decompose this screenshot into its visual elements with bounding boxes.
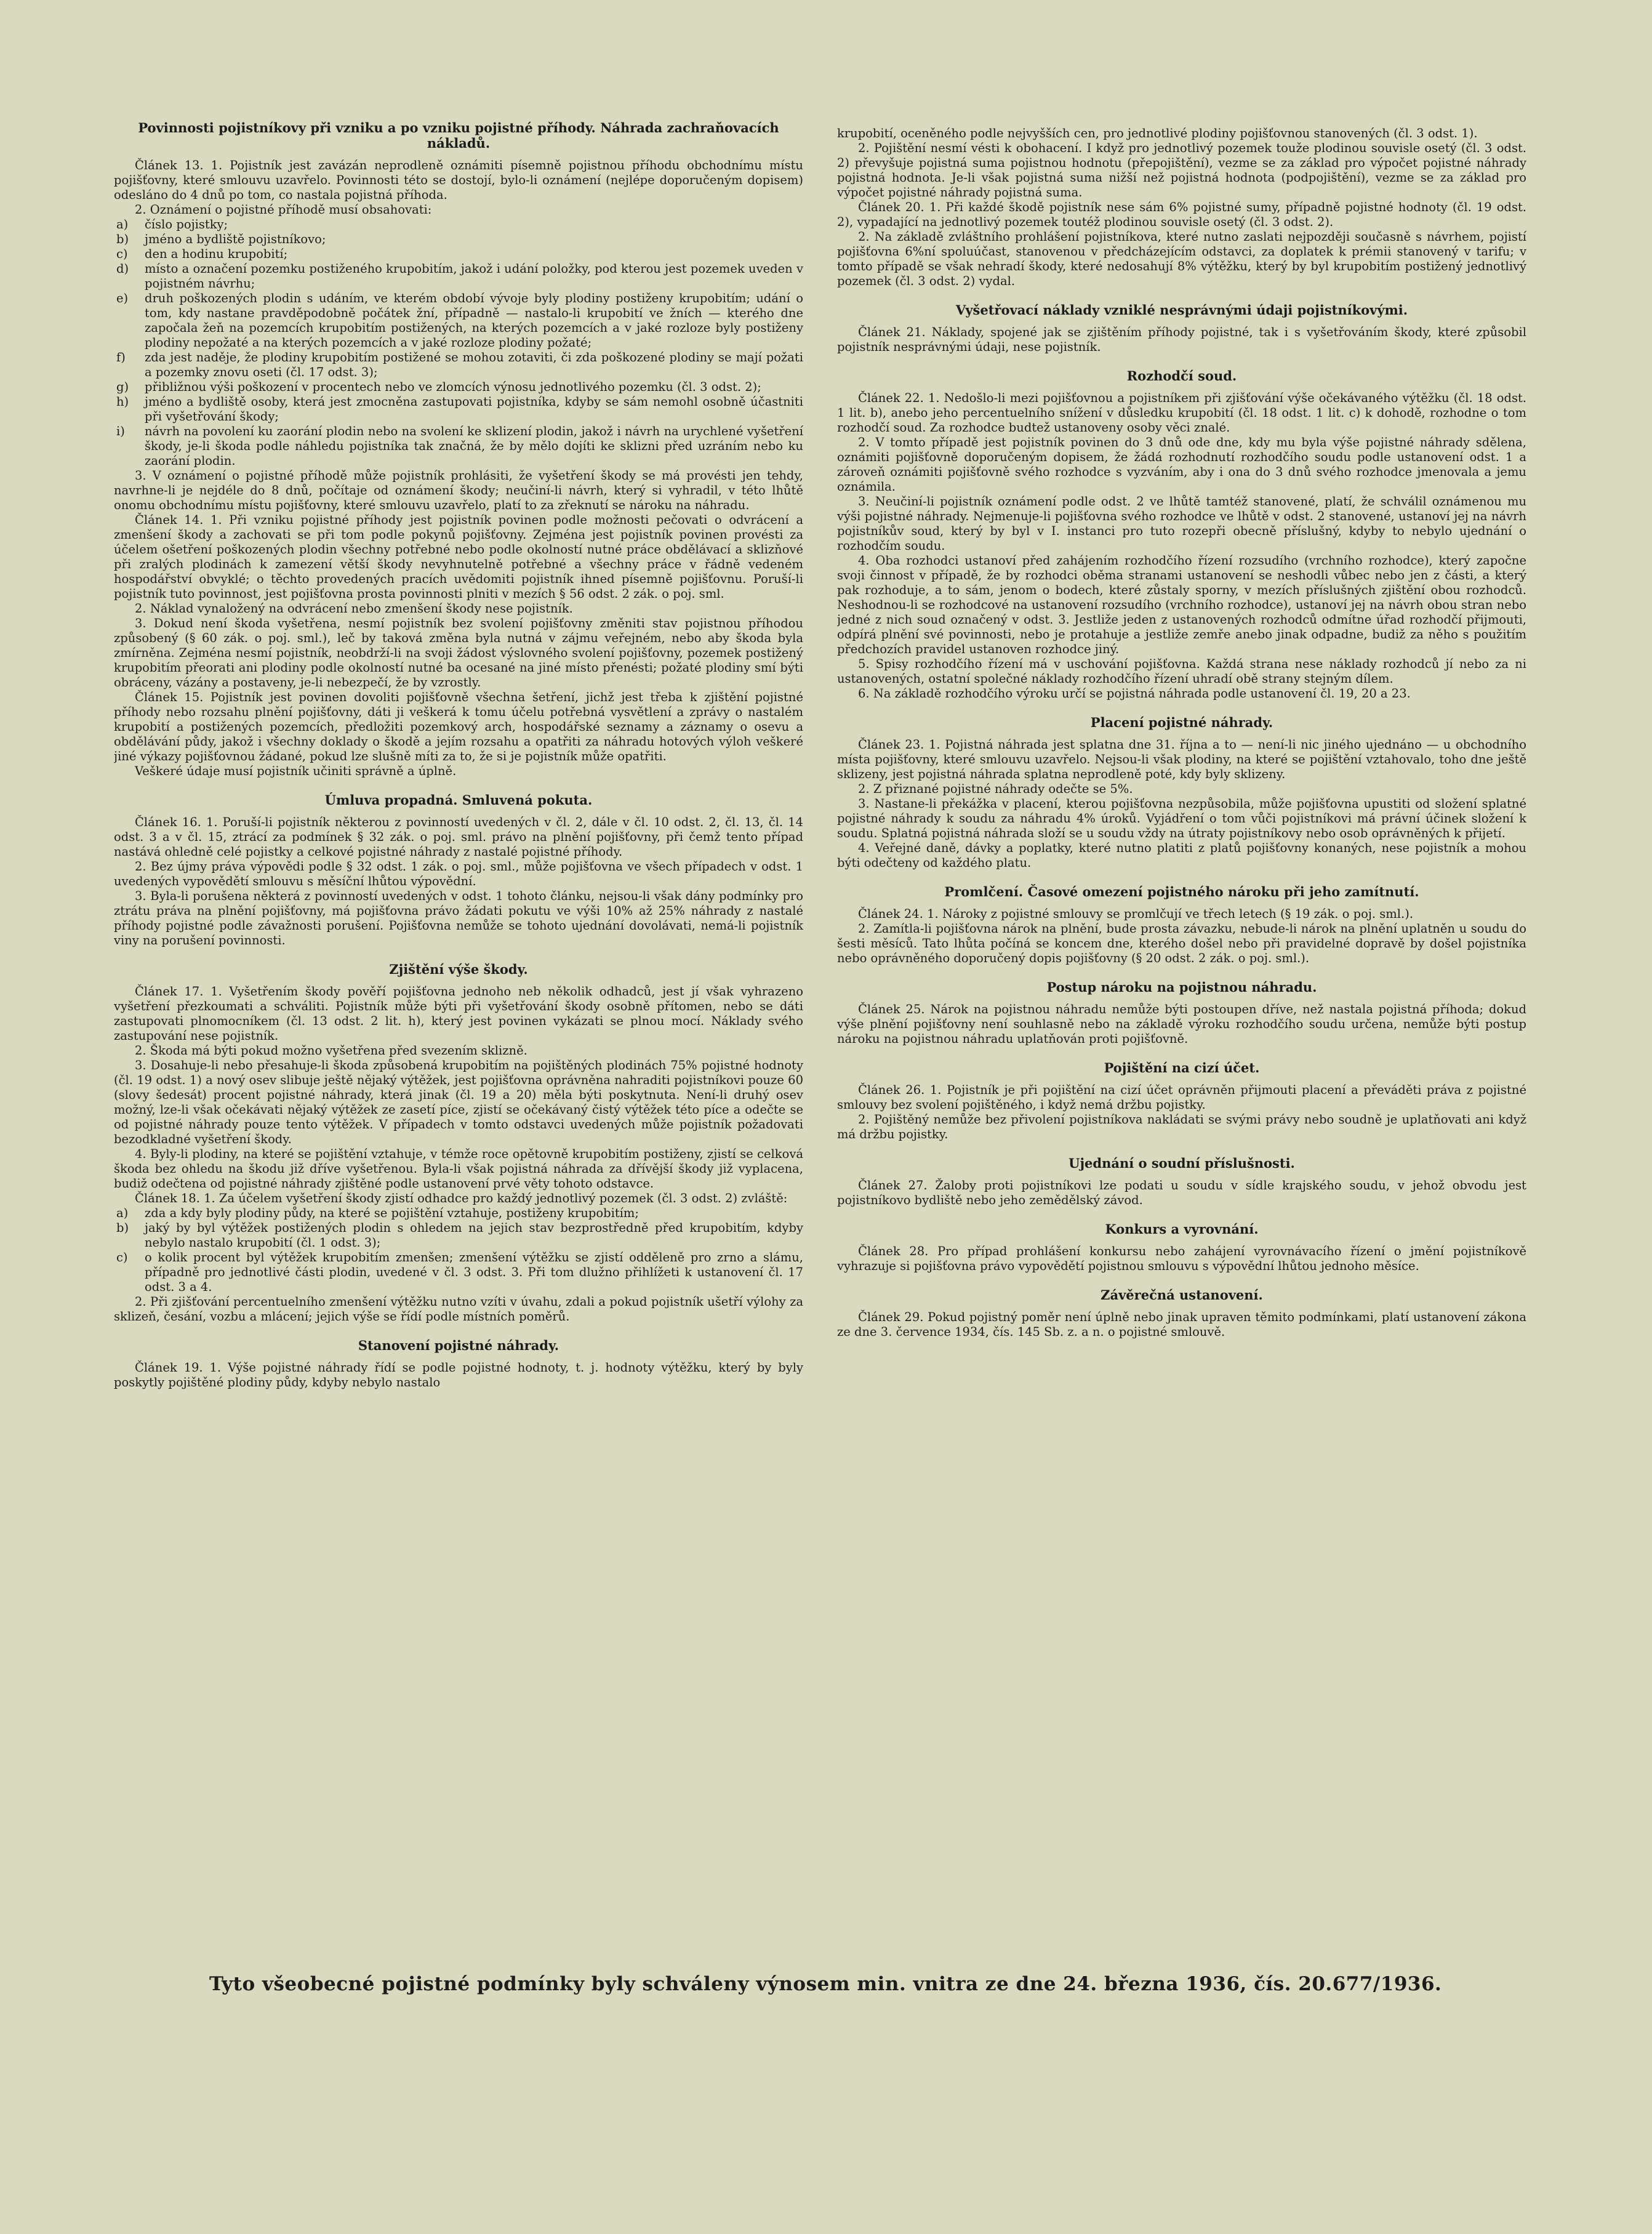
section-heading: Závěrečná ustanovení. bbox=[1101, 1287, 1263, 1303]
section-heading: Postup nároku na pojistnou náhradu. bbox=[1046, 979, 1317, 995]
list-item: g) přibližnou výši poškození v procentech nebo ve zlomcích výnosu jednotlivého pozemku (čl. 3 odst. 2); bbox=[116, 380, 761, 394]
list-item: b) jaký by byl výtěžek postižených plodin s ohledem na jejich stav bezprostředně před krupobitím, kdyby nebylo nastalo krupobití (čl. 1 odst. 3); bbox=[116, 1221, 803, 1250]
paragraph: Článek 28. Pro případ prohlášení konkursu nebo zahájení vyrovnávacího řízení o jmění pojistníkově vyhrazuje si pojišťovna právo vypovědětí pojistnou smlouvu s výpovědní lhůtou jednoho měsíce. bbox=[837, 1244, 1526, 1273]
paragraph: Článek 16. 1. Poruší-li pojistník některou z povinností uvedených v čl. 2, dále v čl. 10 odst. 2, čl. 13, čl. 14 odst. 3 a v čl. 15, ztrácí za podmínek § 32 zák. o poj. sml. právo na plnění pojišťovny, při čemž tento případ nastává ohledně celé pojistky a celkové pojistné náhrady z nastalé pojistné příhody. bbox=[114, 815, 803, 859]
paragraph: Článek 14. 1. Při vzniku pojistné příhody jest pojistník povinen podle možnosti pečovati o odvrácení a zmenšení škody a zachovati se při tom podle pokynů pojišťovny. Zejména jest pojistník povinen provésti za účelem ošetření poškozených plodin všechny potřebné nebo podle okolností nutné práce obdělávací a sklizňové při zralých plodinách k zamezení větší škody nevyhnutelně potřebné a všechny práce v řádně vedeném hospodářství obvyklé; o těchto provedených pracích uvědomiti pojistník ihned písemně pojišťovnu. Poruší-li pojistník tuto povinnost, jest pojišťovna prosta povinnosti plniti v mezích § 56 odst. 2 zák. o poj. sml. bbox=[114, 513, 803, 601]
list-item: d) místo a označení pozemku postiženého krupobitím, jakož i udání položky, pod kterou jest pozemek uveden v pojistném návrhu; bbox=[116, 262, 803, 291]
paragraph: 3. Neučiní-li pojistník oznámení podle odst. 2 ve lhůtě tamtéž stanovené, platí, že schválil oznámenou mu výši pojistné náhrady. Nejmenuje-li pojišťovna svého rozhodce ve lhůtě v odst. 2 stanovené, ustanoví jej na návrh pojistníkův soud, který by byl v I. instanci pro tuto rozepři obecně příslušný, kdyby to nebylo ujednání o rozhodčím soudu. bbox=[837, 494, 1526, 553]
section-heading: Stanovení pojistné náhrady. bbox=[358, 1338, 559, 1353]
paragraph: 3. Nastane-li překážka v placení, kterou pojišťovna nezpůsobila, může pojišťovna upustiti od složení splatné pojistné náhrady k soudu za náhradu 4% úroků. Vyjádření o tom vůči pojistníkovi má právní účinek složení k soudu. Splatná pojistná náhrada složí se u soudu vždy na útraty pojistníkovy nebo osob oprávněných k přijetí. bbox=[837, 797, 1526, 840]
paragraph: Článek 21. Náklady, spojené jak se zjištěním příhody pojistné, tak i s vyšetřováním škody, které způsobil pojistník nesprávnými údaji, nese pojistník. bbox=[837, 325, 1526, 354]
section-heading: Placení pojistné náhrady. bbox=[1090, 715, 1273, 730]
paragraph: 2. Škoda má býti pokud možno vyšetřena před svezením sklizně. bbox=[135, 1043, 527, 1058]
paragraph: 2. V tomto případě jest pojistník povinen do 3 dnů ode dne, kdy mu byla výše pojistné náhrady sdělena, oznámiti pojišťovně doporučeným dopisem, že žádá rozhodnutí rozhodčího soudu podle ustanovení odst. 1 a zároveň oznámiti pojišťovně svého rozhodce s vyzváním, aby i ona do 3 dnů svého rozhodce jmenovala a jemu oznámila. bbox=[837, 435, 1526, 494]
paragraph: Článek 13. 1. Pojistník jest zavázán neprodleně oznámiti písemně pojistnou příhodu obchodnímu místu pojišťovny, které smlouvu uzavřelo. Povinnosti této se dostojí, bylo-li oznámení (nejlépe doporučeným dopisem) odesláno do 4 dnů po tom, co nastala pojistná příhoda. bbox=[114, 158, 803, 202]
list-item: c) den a hodinu krupobití; bbox=[116, 247, 288, 261]
item-list bbox=[114, 1206, 803, 1295]
paragraph: 5. Spisy rozhodčího řízení má v uschování pojišťovna. Každá strana nese náklady rozhodců jí nebo za ni ustanovených, ostatní společné náklady rozhodčího řízení uhradí obě strany stejným dílem. bbox=[837, 657, 1526, 686]
list-item: b) jméno a bydliště pojistníkovo; bbox=[116, 232, 326, 246]
paragraph: Článek 18. 1. Za účelem vyšetření škody zjistí odhadce pro každý jednotlivý pozemek (čl. 3 odst. 2) zvláště: bbox=[135, 1191, 788, 1205]
section-heading: Zjištění výše škody. bbox=[389, 962, 528, 977]
paragraph: 6. Na základě rozhodčího výroku určí se pojistná náhrada podle ustanovení čl. 19, 20 a 23. bbox=[858, 686, 1411, 701]
section-heading: Pojištění na cizí účet. bbox=[1104, 1060, 1260, 1075]
paragraph: 2. Pojištění nesmí vésti k obohacení. I když pro jednotlivý pozemek touže plodinou souvisle osetý (čl. 3 odst. 2) převyšuje pojistná suma pojistnou hodnotu (přepojištění), vezme se za základ pro výpočet pojistné náhrady pojistná hodnota. Je-li však pojistná suma nižší než pojistná hodnota (podpojištění), vezme se za základ pro výpočet pojistné náhrady pojistná suma. bbox=[837, 141, 1526, 199]
item-list bbox=[114, 217, 803, 468]
paragraph: 3. V oznámení o pojistné příhodě může pojistník prohlásiti, že vyšetření škody se má provésti jen tehdy, navrhne-li je nejdéle do 8 dnů, počítaje od oznámení škody; neučiní-li návrh, který si vyhradil, v této lhůtě onomu obchodnímu místu pojišťovny, které smlouvu uzavřelo, platí to za zřeknutí se nároku na náhradu. bbox=[114, 468, 803, 512]
right-column bbox=[837, 126, 1526, 1924]
paragraph: Článek 29. Pokud pojistný poměr není úplně nebo jinak upraven těmito podmínkami, platí ustanovení zákona ze dne 3. července 1934, čís. 145 Sb. z. a n. o pojistné smlouvě. bbox=[837, 1310, 1526, 1339]
list-item: h) jméno a bydliště osoby, která jest zmocněna zastupovati pojistníka, kdyby se sám nemohl osobně účastniti při vyšetřování škody; bbox=[116, 395, 803, 424]
list-item: c) o kolik procent byl výtěžek krupobitím zmenšen; zmenšení výtěžku se zjistí odděleně pro zrno a slámu, případně pro jednotlivé části plodin, uvedené v čl. 3 odst. 3. Při tom dlužno přihlížeti k ustanovení čl. 17 odst. 3 a 4. bbox=[116, 1250, 803, 1294]
section-heading: Rozhodčí soud. bbox=[1126, 368, 1237, 384]
paragraph: 2. Oznámení o pojistné příhodě musí obsahovati: bbox=[135, 203, 432, 217]
section-heading: Ujednání o soudní příslušnosti. bbox=[1069, 1155, 1295, 1171]
paragraph: Článek 22. 1. Nedošlo-li mezi pojišťovnou a pojistníkem při zjišťování výše očekávaného výtěžku (čl. 18 odst. 1 lit. b), anebo jeho percentuelního snížení v důsledku krupobití (čl. 18 odst. 1 lit. c) k dohodě, rozhodne o tom rozhodčí soud. Za rozhodce budtež ustanoveny osoby věci znalé. bbox=[837, 391, 1526, 435]
paragraph: Článek 19. 1. Výše pojistné náhrady řídí se podle pojistné hodnoty, t. j. hodnoty výtěžku, který by byly poskytly pojištěné plodiny půdy, kdyby nebylo nastalo bbox=[114, 1360, 803, 1389]
section-heading: Vyšetřovací náklady vzniklé nesprávnými údaji pojistníkovými. bbox=[955, 302, 1408, 318]
paragraph: 4. Byly-li plodiny, na které se pojištění vztahuje, v témže roce opětovně krupobitím postiženy, zjistí se celková škoda bez ohledu na škodu již dříve vyšetřenou. Byla-li však pojistná náhrada za dřívější škody již vyplacena, budiž odečtena od pojistné náhrady zjištěné podle ustanovení prvé věty tohoto odstavce. bbox=[114, 1147, 803, 1191]
paragraph: Článek 17. 1. Vyšetřením škody pověří pojišťovna jednoho neb několik odhadců, jest jí však vyhrazeno vyšetření přezkoumati a schváliti. Pojistník může býti při vyšetřování škody osobně přítomen, nebo se dáti zastupovati plnomocníkem (čl. 13 odst. 2 lit. h), který jest povinen vykázati se plnou mocí. Náklady svého zastupování nese pojistník. bbox=[114, 984, 803, 1043]
paragraph: Článek 24. 1. Nároky z pojistné smlouvy se promlčují ve třech letech (§ 19 zák. o poj. sml.). bbox=[858, 907, 1414, 921]
paragraph: Článek 25. Nárok na pojistnou náhradu nemůže býti postoupen dříve, než nastala pojistná příhoda; dokud výše plnění pojišťovny není souhlasně nebo na základě výroku rozhodčího soudu určena, nemůže býti postup nároku na pojistnou náhradu uplatňován proti pojišťovně. bbox=[837, 1002, 1526, 1046]
paragraph: Článek 27. Žaloby proti pojistníkovi lze podati u soudu v sídle krajského soudu, v jehož obvodu jest pojistníkovo bydliště nebo jeho zemědělský závod. bbox=[837, 1178, 1526, 1207]
list-item: i) návrh na povolení ku zaorání plodin nebo na svolení ke sklizení plodin, jakož i návrh na urychlené vyšetření škody, je-li škoda podle náhledu pojistníka tak značná, že by mělo dojíti ke sklizni před uzráním nebo ku zaorání plodin. bbox=[116, 424, 803, 468]
paragraph: 3. Dokud není škoda vyšetřena, nesmí pojistník bez svolení pojišťovny změniti stav pojistnou příhodou způsobený (§ 60 zák. o poj. sml.), leč by taková změna byla nutná v zájmu veřejném, nebo aby škoda byla zmírněna. Zejména nesmí pojistník, neobdrží-li na svoji žádost výslovného svolení pojišťovny, pozemek postižený krupobitím přeorati ani plodiny podle okolností nutné ba ocesané na jiné místo přenésti; požaté plodiny smí býti obráceny, vázány a postaveny, je-li nebezpečí, že by vzrostly. bbox=[114, 616, 803, 689]
section-heading: Úmluva propadná. Smluvená pokuta. bbox=[324, 792, 593, 808]
paragraph: 2. Pojištěný nemůže bez přivolení pojistníkova nakládati se svými právy nebo soudně je uplatňovati ani když má držbu pojistky. bbox=[837, 1112, 1526, 1141]
paragraph: Článek 20. 1. Při každé škodě pojistník nese sám 6% pojistné sumy, případně pojistné hodnoty (čl. 19 odst. 2), vypadající na jednotlivý pozemek toutéž plodinou souvisle osetý (čl. 3 odst. 2). bbox=[837, 200, 1526, 229]
list-item: f) zda jest naděje, že plodiny krupobitím postižené se mohou zotaviti, či zda poškozené plodiny se mají požati a pozemky znovu oseti (čl. 17 odst. 3); bbox=[116, 350, 803, 379]
paragraph: 4. Veřejné daně, dávky a poplatky, které nutno platiti z platů pojišťovny konaných, nese pojistník a mohou býti odečteny od každého platu. bbox=[837, 841, 1526, 870]
section-heading: Konkurs a vyrovnání. bbox=[1105, 1221, 1259, 1237]
paragraph: krupobití, oceněného podle nejvyšších cen, pro jednotlivé plodiny pojišťovnou stanovených (čl. 3 odst. 1). bbox=[837, 126, 1478, 140]
paragraph: 4. Oba rozhodci ustanoví před zahájením rozhodčího řízení rozsudího (vrchního rozhodce), který započne svoji činnost v případě, že by rozhodci oběma stranami ustanovení se neshodli vůbec nebo jen z části, a který pak rozhoduje, a to sám, jenom o bodech, které zůstaly sporny, v mezích příslušných zjištění obou rozhodců. Neshodnou-li se rozhodcové na ustanovení rozsudího (vrchního rozhodce), ustanoví jej na návrh obou stran nebo jedné z nich soud označený v odst. 3. Jestliže jeden z ustanovených rozhodců odmítne úřad rozhodčí přijmouti, odpírá plnění své povinnosti, nebo je protahuje a jestliže zemře anebo jinak odpadne, budiž za něho s použitím předchozích pravidel ustanoven rozhodce jiný. bbox=[837, 553, 1526, 656]
paragraph: 3. Dosahuje-li nebo přesahuje-li škoda způsobená krupobitím na pojištěných plodinách 75% pojistné hodnoty (čl. 19 odst. 1) a nový osev slibuje ještě nějaký výtěžek, jest pojišťovna oprávněna nahraditi pojistníkovi pouze 60 (slovy šedesát) procent pojistné náhrady, která jinak (čl. 19 a 20) měla býti poskytnuta. Není-li druhý osev možný, lze-li však očekávati nějaký výtěžek ze zasetí píce, zjistí se očekávaný čistý výtěžek této píce a odečte se od pojistné náhrady pouze tento výtěžek. V případech v tomto odstavci uvedených může pojistník požadovati bezodkladné vyšetření škody. bbox=[114, 1058, 803, 1146]
paragraph: Článek 26. 1. Pojistník je při pojištění na cizí účet oprávněn přijmouti placení a převáděti práva z pojistné smlouvy bez svolení pojištěného, i když nemá držbu pojistky. bbox=[837, 1083, 1526, 1112]
paragraph: 2. Bez újmy práva výpovědi podle § 32 odst. 1 zák. o poj. sml., může pojišťovna ve všech případech v odst. 1 uvedených vypovědětí smlouvu s měsíční lhůtou výpovědní. bbox=[114, 859, 803, 888]
list-item: e) druh poškozených plodin s udáním, ve kterém období vývoje byly plodiny postiženy krupobitím; udání o tom, kdy nastane pravděpodobně počátek žní, případně — nastalo-li krupobití ve žních — kterého dne započala žeň na pozemcích krupobitím postižených, na kterých pozemcích a v jaké rozloze byly postiženy plodiny nepožaté a na kterých pozemcích a v jaké rozloze plodiny požaté; bbox=[116, 291, 803, 350]
paragraph: 2. Z přiznané pojistné náhrady odečte se 5%. bbox=[858, 782, 1133, 796]
list-item: a) zda a kdy byly plodiny půdy, na které se pojištění vztahuje, postiženy krupobitím; bbox=[116, 1206, 639, 1220]
list-item: a) číslo pojistky; bbox=[116, 217, 228, 231]
left-column bbox=[114, 120, 803, 1998]
paragraph: 3. Byla-li porušena některá z povinností uvedených v odst. 1 tohoto článku, nejsou-li však dány podmínky pro ztrátu práva na plnění pojišťovny, má pojišťovna právo žádati pokutu ve výši 10% až 25% náhrady z nastalé příhody pojistné podle závažnosti porušení. Pojišťovna nemůže se tohoto ujednání dovolávati, nemá-li pojistník viny na porušení povinnosti. bbox=[114, 889, 803, 947]
section-heading: Povinnosti pojistníkovy při vzniku a po vzniku pojistné příhody. Náhrada zachraňovacích nákladů. bbox=[138, 120, 779, 151]
paragraph: Článek 15. Pojistník jest povinen dovoliti pojišťovně všechna šetření, jichž jest třeba k zjištění pojistné příhody nebo rozsahu plnění pojišťovny, dáti ji veškerá k tomu účelu potřebná vysvětlení a zprávy o nastalém krupobití a postižených pozemcích, předložiti pozemkový arch, hospodářské seznamy a záznamy o osevu a obdělávání půdy, jakož i všechny doklady o škodě a jejím rozsahu a opatřiti za náhradu hotových výloh veškeré jiné výkazy pojišťovnou žádané, pokud lze slušně míti za to, že si je pojistník může opatřiti. bbox=[114, 690, 803, 763]
section-heading: Promlčení. Časové omezení pojistného nároku při jeho zamítnutí. bbox=[944, 884, 1419, 899]
paragraph: 2. Náklad vynaložený na odvrácení nebo zmenšení škody nese pojistník. bbox=[135, 601, 573, 616]
paragraph: 2. Zamítla-li pojišťovna nárok na plnění, bude prosta závazku, nebude-li nárok na plnění uplatněn u soudu do šesti měsíců. Tato lhůta počíná se koncem dne, kterého došel nebo při pravidelné dopravě by došel pojistníka nebo oprávněného doporučený dopis pojišťovny (§ 20 odst. 2 zák. o poj. sml.). bbox=[837, 922, 1526, 965]
approval-footer: Tyto všeobecné pojistné podmínky byly schváleny výnosem min. vnitra ze dne 24. března 1936, čís. 20.677/1936. bbox=[209, 1973, 1442, 1995]
paragraph: Článek 23. 1. Pojistná náhrada jest splatna dne 31. října a to — není-li nic jiného ujednáno — u obchodního místa pojišťovny, které smlouvu uzavřelo. Nejsou-li však plodiny, na které se pojištění vztahovalo, toho dne ještě sklizeny, jest pojistná náhrada splatna neprodleně poté, kdy byly sklizeny. bbox=[837, 737, 1526, 781]
paragraph: Veškeré údaje musí pojistník učiniti správně a úplně. bbox=[135, 764, 457, 778]
paragraph: 2. Na základě zvláštního prohlášení pojistníkova, které nutno zaslati nejpozději současně s návrhem, pojistí pojišťovna 6%ní spoluúčast, stanovenou v předcházejícím odstavci, za doplatek k prémii stanovený v tarifu; v tomto případě se však nehradí škody, které nedosahují 8% výtěžku, který by byl krupobitím postižený jednotlivý pozemek (čl. 3 odst. 2) vydal. bbox=[837, 230, 1526, 288]
paragraph: 2. Při zjišťování percentuelního zmenšení výtěžku nutno vzíti v úvahu, zdali a pokud pojistník ušetří výlohy za sklizeň, česání, vozbu a mlácení; jejich výše se řídí podle místních poměrů. bbox=[114, 1295, 803, 1324]
